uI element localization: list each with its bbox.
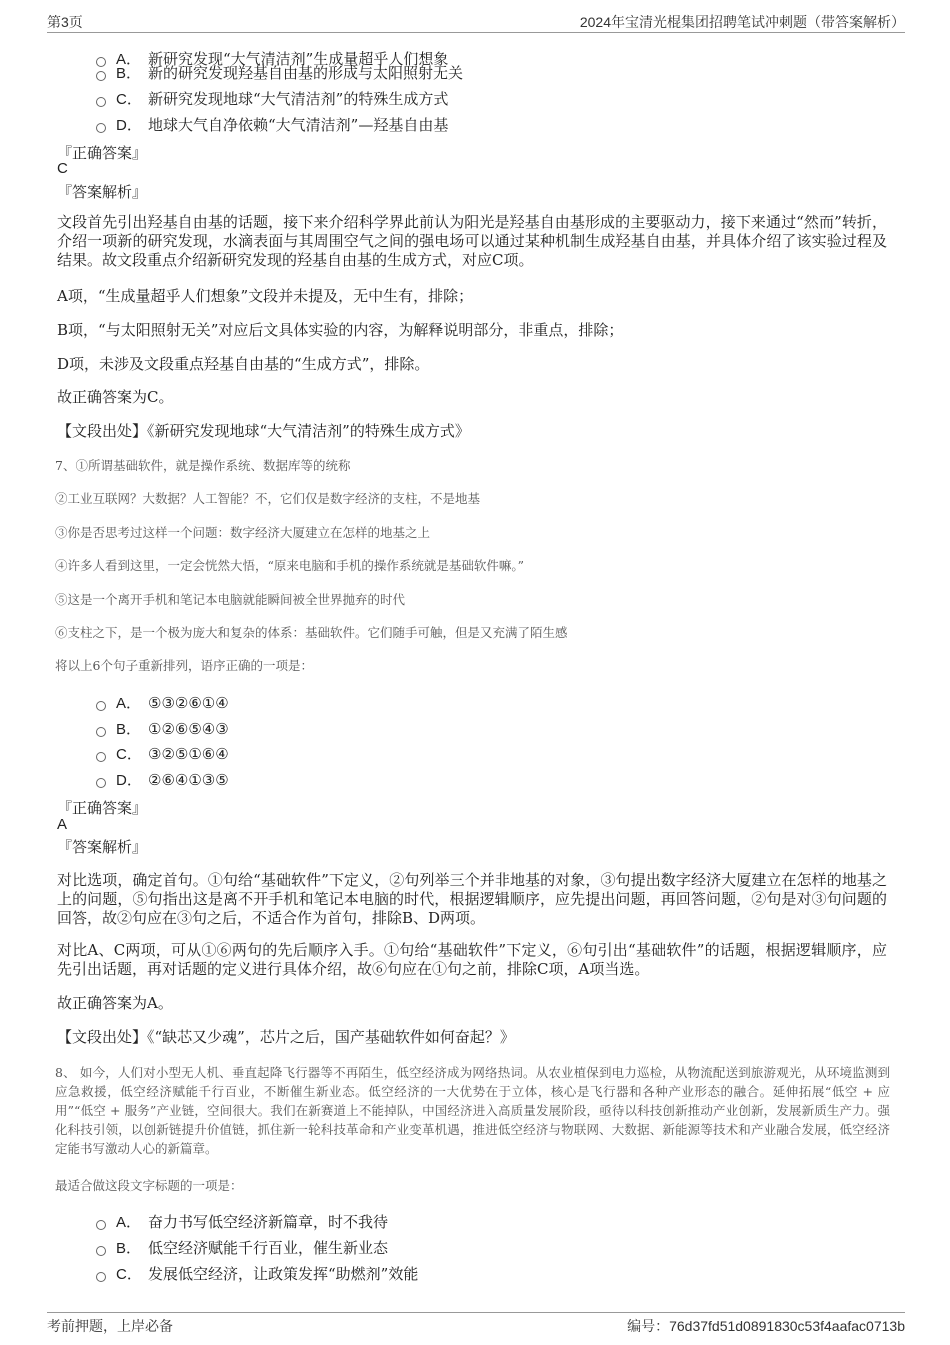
option-letter: B． xyxy=(116,721,142,738)
analysis-paragraph: 文段首先引出羟基自由基的话题，接下来介绍科学界此前认为阳光是羟基自由基形成的主要驱动力，接下来通过“然而”转折，介绍一项新的研究发现，水滴表面与其周围空气之间的强电场可以通过某种机制生成羟基自由基，并具体介绍了该实验过程及结果。故文段重点介绍新研究发现的羟基自由基的生成方式，对应C项。 xyxy=(57,213,887,269)
correct-answer-value: C xyxy=(57,160,68,177)
document-code: 编号：76d37fd51d0891830c53f4aafac0713b xyxy=(627,1318,905,1334)
q6-option-c[interactable] xyxy=(96,88,448,109)
question-stem-line: ④许多人看到这里，一定会恍然大悟，“原来电脑和手机的操作系统就是基础软件嘛。” xyxy=(55,558,525,573)
correct-answer-value: A xyxy=(57,816,68,833)
option-text: 地球大气自净依赖“大气清洁剂”—羟基自由基 xyxy=(148,116,449,134)
analysis-paragraph: 故正确答案为A。 xyxy=(57,994,173,1012)
document-title: 2024年宝清光棍集团招聘笔试冲刺题（带答案解析） xyxy=(579,14,905,30)
correct-answer-label: 『正确答案』 xyxy=(57,144,148,162)
option-letter: C． xyxy=(116,91,142,108)
option-letter: C． xyxy=(116,746,142,763)
analysis-label: 『答案解析』 xyxy=(57,183,148,201)
question-stem-line: ③你是否思考过这样一个问题：数字经济大厦建立在怎样的地基之上 xyxy=(55,525,431,540)
radio-icon[interactable] xyxy=(96,123,106,133)
option-letter: B． xyxy=(116,65,142,82)
q6-option-d[interactable] xyxy=(96,114,448,135)
radio-icon[interactable] xyxy=(96,71,106,81)
analysis-paragraph: B项，“与太阳照射无关”对应后文具体实验的内容，为解释说明部分，非重点，排除； xyxy=(57,321,624,339)
option-text: 新研究发现“大气清洁剂”生成量超乎人们想象 xyxy=(148,50,449,68)
analysis-paragraph: 故正确答案为C。 xyxy=(57,388,174,406)
footer-slogan: 考前押题，上岸必备 xyxy=(47,1318,173,1334)
question-prompt: 最适合做这段文字标题的一项是： xyxy=(55,1178,243,1193)
radio-icon[interactable] xyxy=(96,778,106,788)
radio-icon[interactable] xyxy=(96,1272,106,1282)
analysis-label: 『答案解析』 xyxy=(57,838,148,856)
page-number: 第3页 xyxy=(47,14,83,30)
question-stem-line: ②工业互联网？大数据？人工智能？不，它们仅是数字经济的支柱，不是地基 xyxy=(55,491,481,506)
option-text: 新的研究发现羟基自由基的形成与太阳照射无关 xyxy=(148,64,464,82)
q7-option-d[interactable] xyxy=(96,769,229,790)
option-text: ②⑥④①③⑤ xyxy=(148,770,229,789)
radio-icon[interactable] xyxy=(96,752,106,762)
question-stem-line: 7、①所谓基础软件，就是操作系统、数据库等的统称 xyxy=(55,458,351,473)
option-letter: B． xyxy=(116,1240,142,1257)
analysis-paragraph: A项，“生成量超乎人们想象”文段并未提及，无中生有，排除； xyxy=(57,287,474,305)
radio-icon[interactable] xyxy=(96,1246,106,1256)
radio-icon[interactable] xyxy=(96,727,106,737)
q8-option-c[interactable] xyxy=(96,1263,418,1284)
option-text: 发展低空经济，让政策发挥“助燃剂”效能 xyxy=(148,1265,419,1283)
question-stem: 8、 如今，人们对小型无人机、垂直起降飞行器等不再陌生，低空经济成为网络热词。从农业植保到电力巡检，从物流配送到旅游观光，从环境监测到应急救援，低空经济赋能千行百业，不断催生新业态。低空经济的一大优势在于立体，核心是飞行器和各种产业形态的融合。延伸拓展“低空 + 应用”“低空 + 服务”产业链，空间很大。我们在新赛道上不能掉队，中国经济进入高质量发展阶段，亟待以科技创新推动产业创新，发展新质生产力。强化科技引领，以创新链提升价值链，抓住新一轮科技革命和产业变革机遇，推进低空经济与物联网、大数据、新能源等技术和产业融合发展，低空经济定能书写激动人心的新篇章。 xyxy=(55,1065,890,1156)
option-text: 奋力书写低空经济新篇章，时不我待 xyxy=(148,1213,389,1231)
source-citation: 【文段出处】《新研究发现地球“大气清洁剂”的特殊生成方式》 xyxy=(57,422,470,440)
option-letter: A． xyxy=(116,51,142,68)
q7-option-a[interactable] xyxy=(96,692,229,713)
page-footer xyxy=(47,1312,905,1337)
option-letter: A． xyxy=(116,1214,142,1231)
question-stem-line: ⑤这是一个离开手机和笔记本电脑就能瞬间被全世界抛弃的时代 xyxy=(55,592,406,607)
analysis-paragraph: D项，未涉及文段重点羟基自由基的“生成方式”，排除。 xyxy=(57,355,430,373)
option-text: ③②⑤①⑥④ xyxy=(148,744,229,763)
radio-icon[interactable] xyxy=(96,701,106,711)
option-text: ⑤③②⑥①④ xyxy=(148,693,229,712)
q6-option-b[interactable] xyxy=(96,62,463,83)
q7-option-c[interactable] xyxy=(96,743,229,764)
source-citation: 【文段出处】《“缺芯又少魂”，芯片之后，国产基础软件如何奋起？》 xyxy=(57,1028,515,1046)
question-prompt: 将以上6个句子重新排列，语序正确的一项是： xyxy=(55,658,313,673)
analysis-paragraph: 对比选项，确定首句。①句给“基础软件”下定义，②句列举三个并非地基的对象，③句提出数字经济大厦建立在怎样的地基之上的问题，⑤句指出这是离不开手机和笔记本电脑的时代，根据逻辑顺序，应先提出问题，再回答问题，②句是对③句问题的回答，故②句应在③句之后，不适合作为首句，排除B、D两项。 xyxy=(57,871,887,927)
option-letter: D． xyxy=(116,772,142,789)
analysis-paragraph: 对比A、C两项，可从①⑥两句的先后顺序入手。①句给“基础软件”下定义，⑥句引出“基础软件”的话题，根据逻辑顺序，应先引出话题，再对话题的定义进行具体介绍，故⑥句应在①句之前，排除C项，A项当选。 xyxy=(57,941,887,978)
q7-option-b[interactable] xyxy=(96,718,229,739)
option-text: 低空经济赋能千行百业，催生新业态 xyxy=(148,1239,389,1257)
question-stem-line: ⑥支柱之下，是一个极为庞大和复杂的体系：基础软件。它们随手可触，但是又充满了陌生感 xyxy=(55,625,568,640)
radio-icon[interactable] xyxy=(96,1220,106,1230)
page-header xyxy=(47,10,905,33)
correct-answer-label: 『正确答案』 xyxy=(57,799,148,817)
q8-option-a[interactable] xyxy=(96,1211,388,1232)
option-text: ①②⑥⑤④③ xyxy=(148,719,229,738)
option-letter: A． xyxy=(116,695,142,712)
option-letter: D． xyxy=(116,117,142,134)
radio-icon[interactable] xyxy=(96,97,106,107)
q8-option-b[interactable] xyxy=(96,1237,388,1258)
option-letter: C． xyxy=(116,1266,142,1283)
option-text: 新研究发现地球“大气清洁剂”的特殊生成方式 xyxy=(148,90,449,108)
